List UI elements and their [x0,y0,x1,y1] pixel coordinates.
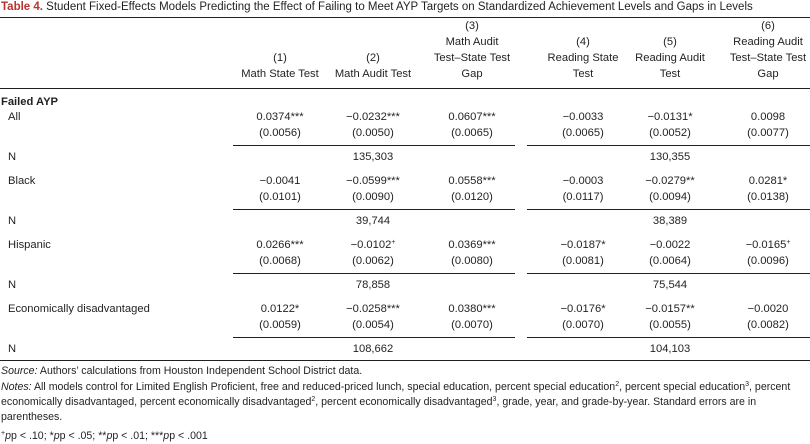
coefficient-cell: 0.0607*** [448,111,496,123]
table-title [1,0,753,14]
column-header-6-l2: Test–State Test [729,52,807,64]
column-header-1-num: (1) [273,52,287,64]
n-label: N [8,151,17,163]
coefficient-cell: −0.0131* [647,111,693,123]
coefficient-cell: −0.0165+ [745,239,791,251]
n-label: N [8,279,17,291]
coefficient-cell: 0.0369*** [448,239,496,251]
column-header-6-num: (6) [761,20,775,32]
row-label: Black [8,175,36,187]
math-n-value: 78,858 [355,279,391,291]
standard-error-cell: (0.0052) [649,127,691,139]
column-header-1-l2: Math State Test [241,68,319,80]
section-label: Failed AYP [1,96,58,108]
standard-error-cell: (0.0062) [352,255,394,267]
standard-error-cell: (0.0101) [259,191,301,203]
table-label: Table 4. [1,1,43,13]
reading-n-rule [527,209,810,210]
coefficient-cell: −0.0041 [259,175,301,187]
column-header-3-l2: Test–State Test [433,52,511,64]
coefficient-cell: −0.0022 [649,239,691,251]
standard-error-cell: (0.0070) [451,319,493,331]
reading-n-value: 38,389 [652,215,688,227]
standard-error-cell: (0.0120) [451,191,493,203]
standard-error-cell: (0.0054) [352,319,394,331]
standard-error-cell: (0.0055) [649,319,691,331]
column-header-3-l1: Math Audit [445,36,499,48]
header-rule [0,88,810,89]
coefficient-cell: 0.0098 [750,111,786,123]
standard-error-cell: (0.0065) [451,127,493,139]
coefficient-cell: 0.0374*** [256,111,304,123]
column-header-2-l2: Math Audit Test [334,68,412,80]
row-label: Hispanic [8,239,51,251]
reading-n-rule [527,337,810,338]
coefficient-cell: −0.0279** [645,175,695,187]
math-n-rule [233,337,515,338]
coefficient-cell: −0.0020 [747,303,789,315]
row-label: Economically disadvantaged [8,303,150,315]
coefficient-cell: 0.0380*** [448,303,496,315]
standard-error-cell: (0.0059) [259,319,301,331]
coefficient-cell: −0.0033 [562,111,604,123]
table-title-text: Student Fixed-Effects Models Predicting the Effect of Failing to Meet AYP Targets on Standardized Achievement Levels and Gaps in Levels [42,1,753,13]
standard-error-cell: (0.0117) [562,191,604,203]
coefficient-cell: −0.0599*** [346,175,400,187]
reading-n-value: 130,355 [649,151,691,163]
standard-error-cell: (0.0050) [352,127,394,139]
n-label: N [8,343,17,355]
column-header-6-l3: Gap [757,68,779,80]
coefficient-cell: 0.0266*** [256,239,304,251]
coefficient-cell: −0.0102+ [350,239,396,251]
row-label: All [8,111,21,123]
standard-error-cell: (0.0077) [747,127,789,139]
math-n-value: 108,662 [352,343,394,355]
reading-n-rule [527,145,810,146]
standard-error-cell: (0.0080) [451,255,493,267]
math-n-rule [233,145,515,146]
math-n-rule [233,209,515,210]
column-header-5-num: (5) [663,36,677,48]
coefficient-cell: −0.0176* [560,303,606,315]
column-header-3-num: (3) [465,20,479,32]
math-n-value: 39,744 [355,215,391,227]
column-header-5-l3: Test [659,68,681,80]
column-header-3-l3: Gap [461,68,483,80]
coefficient-cell: 0.0558*** [448,175,496,187]
column-header-2-num: (2) [366,52,380,64]
coefficient-cell: −0.0258*** [346,303,400,315]
standard-error-cell: (0.0064) [649,255,691,267]
standard-error-cell: (0.0082) [747,319,789,331]
bottom-rule [0,360,810,361]
column-header-4-num: (4) [576,36,590,48]
reading-n-rule [527,273,810,274]
reading-n-value: 75,544 [652,279,688,291]
standard-error-cell: (0.0065) [562,127,604,139]
standard-error-cell: (0.0070) [562,319,604,331]
coefficient-cell: 0.0122* [260,303,300,315]
n-label: N [8,215,17,227]
significance-note: +pp < .10; *pp < .05; **pp < .01; ***pp < .001 [1,430,208,442]
column-header-4-l2: Reading State [547,52,619,64]
source-note: Source: Authors’ calculations from Houston Independent School District data. [1,365,363,377]
reading-n-value: 104,103 [649,343,691,355]
standard-error-cell: (0.0081) [562,255,604,267]
column-header-4-l3: Test [572,68,594,80]
math-n-rule [233,273,515,274]
standard-error-cell: (0.0094) [649,191,691,203]
top-rule [0,17,810,18]
notes: Notes: All models control for Limited English Proficient, free and reduced-priced lunch, special education, percent special education$^2$, percent special education$^3$, percent economically disadvantaged, percent economically disadvantaged$^2$, percent economically disadvantaged$^3$, grade, year, and grade-by-year. Standard errors are in parentheses. [1,381,791,423]
standard-error-cell: (0.0068) [259,255,301,267]
standard-error-cell: (0.0096) [747,255,789,267]
coefficient-cell: −0.0232*** [346,111,400,123]
standard-error-cell: (0.0090) [352,191,394,203]
math-n-value: 135,303 [352,151,394,163]
column-header-6-l1: Reading Audit [733,36,803,48]
coefficient-cell: 0.0281* [748,175,788,187]
column-header-5-l2: Reading Audit [635,52,705,64]
coefficient-cell: −0.0003 [562,175,604,187]
standard-error-cell: (0.0056) [259,127,301,139]
standard-error-cell: (0.0138) [747,191,789,203]
coefficient-cell: −0.0187* [560,239,606,251]
coefficient-cell: −0.0157** [645,303,695,315]
